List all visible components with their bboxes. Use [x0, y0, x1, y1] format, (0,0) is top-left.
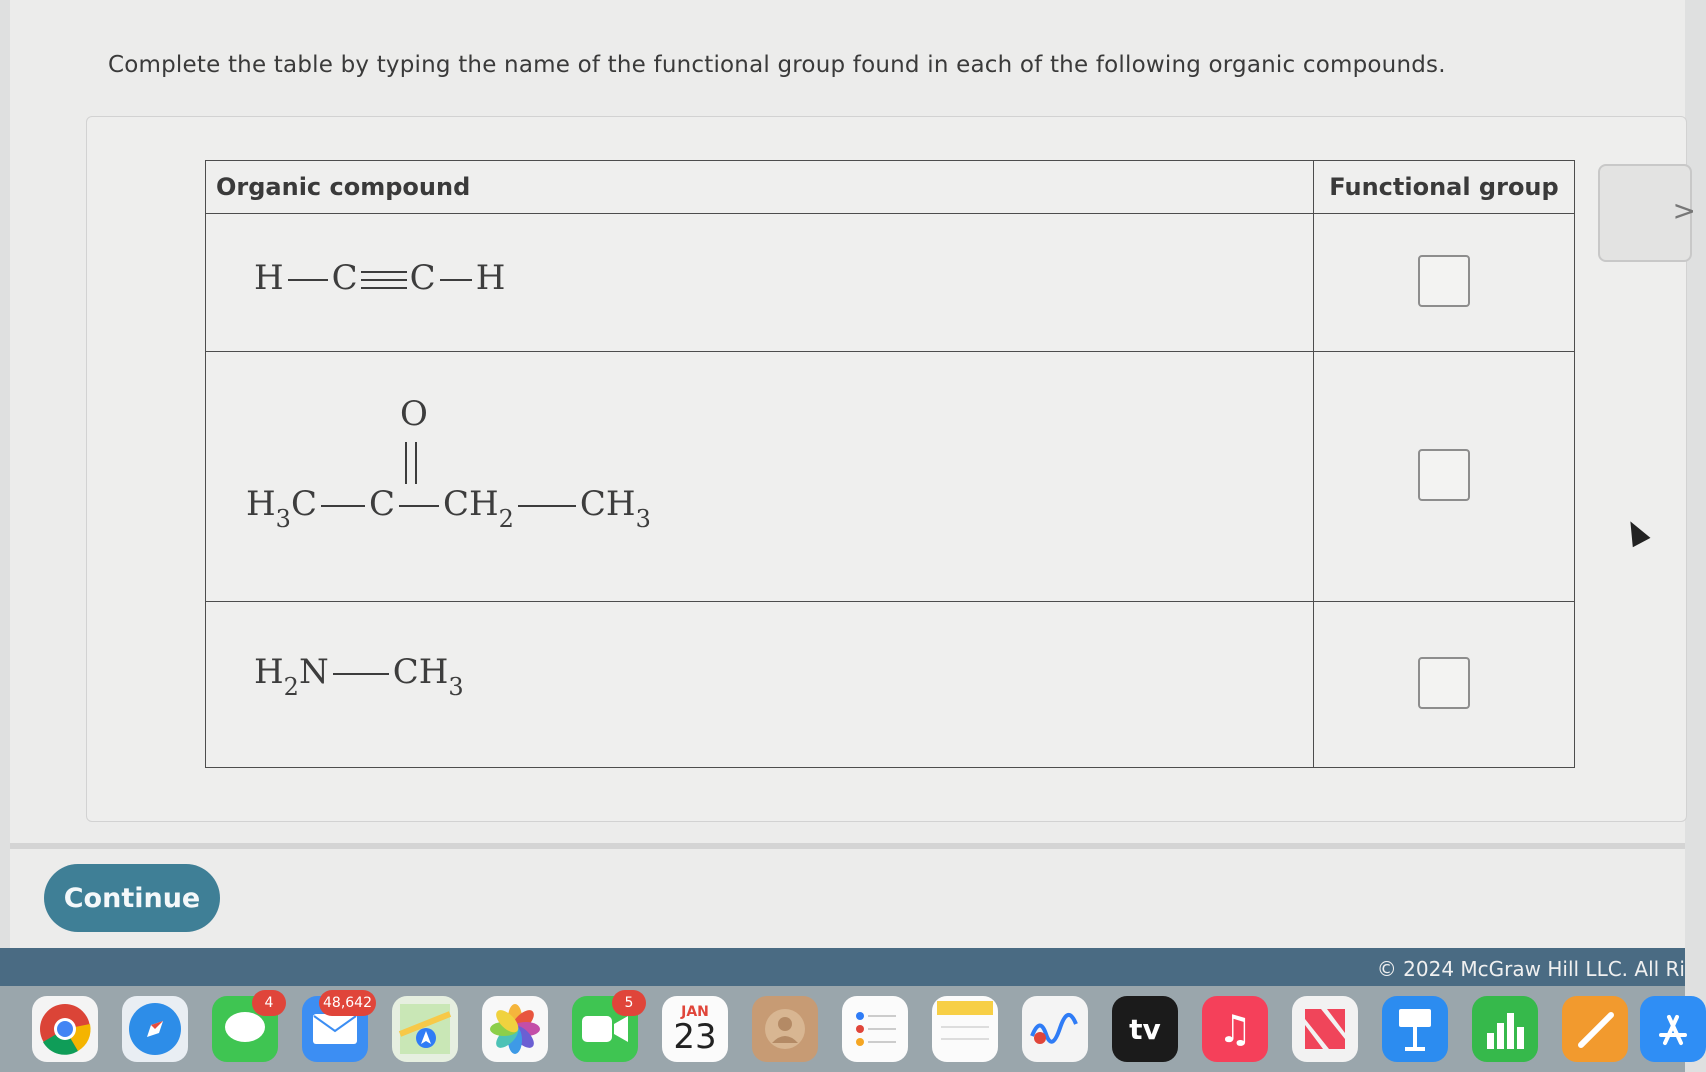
answer-cell [1314, 352, 1575, 602]
ketone-formula [246, 484, 651, 533]
mail-badge: 48,642 [319, 990, 376, 1016]
subscript: 2 [283, 673, 299, 701]
chrome-icon[interactable] [32, 996, 98, 1062]
subscript: 2 [498, 505, 514, 533]
safari-icon[interactable] [122, 996, 188, 1062]
facetime-badge: 5 [612, 990, 646, 1016]
news-icon[interactable] [1292, 996, 1358, 1062]
header-organic-compound: Organic compound [206, 161, 1314, 214]
atom-c: C [368, 484, 395, 524]
calendar-day: 23 [673, 1017, 717, 1057]
chevron-right-icon: > [1672, 194, 1696, 227]
tv-icon[interactable] [1112, 996, 1178, 1062]
group-ch: CH [579, 484, 636, 524]
answer-cell [1314, 602, 1575, 768]
subscript: 3 [635, 505, 651, 533]
table-header-row [206, 161, 1575, 214]
calendar-month: JAN [681, 1004, 709, 1020]
subscript: 3 [448, 673, 464, 701]
copyright-text: © 2024 McGraw Hill LLC. All Ri [1376, 957, 1685, 981]
notes-icon[interactable] [932, 996, 998, 1062]
messages-icon[interactable] [212, 996, 278, 1062]
question-prompt: Complete the table by typing the name of the functional group found in each of the following organic compounds. [108, 52, 1446, 78]
alkyne-formula [254, 258, 505, 298]
atom-h: H [254, 652, 284, 692]
music-icon[interactable]: ♫ [1202, 996, 1268, 1062]
footer-bar [0, 948, 1685, 986]
numbers-icon[interactable] [1472, 996, 1538, 1062]
atom-n: N [298, 652, 329, 692]
answer-input-1[interactable] [1418, 255, 1470, 307]
group-ch: CH [392, 652, 449, 692]
messages-badge: 4 [252, 990, 286, 1016]
single-bond [518, 505, 576, 507]
header-functional-group: Functional group [1314, 161, 1575, 214]
answer-input-3[interactable] [1418, 657, 1470, 709]
compound-cell-alkyne [206, 214, 1314, 352]
appstore-icon[interactable] [1640, 996, 1706, 1062]
single-bond [440, 279, 472, 281]
group-ch: CH [442, 484, 499, 524]
atom-c: C [331, 258, 358, 298]
single-bond [321, 505, 365, 507]
reminders-icon[interactable] [842, 996, 908, 1062]
divider [10, 843, 1685, 849]
single-bond [288, 279, 328, 281]
subscript: 3 [275, 505, 291, 533]
side-panel-tab[interactable] [1598, 164, 1696, 262]
amine-formula [254, 652, 464, 701]
continue-button[interactable]: Continue [44, 864, 220, 932]
carbonyl-oxygen: O [400, 394, 428, 434]
facetime-icon[interactable] [572, 996, 638, 1062]
atom-c: C [409, 258, 436, 298]
maps-icon[interactable] [392, 996, 458, 1062]
compound-cell-amine [206, 602, 1314, 768]
macos-dock [0, 986, 1685, 1072]
calendar-icon[interactable] [662, 996, 728, 1062]
table-row [206, 214, 1575, 352]
mail-icon[interactable] [302, 995, 372, 1062]
answer-cell [1314, 214, 1575, 352]
table-row [206, 352, 1575, 602]
pages-icon[interactable] [1562, 996, 1628, 1062]
double-bond [405, 442, 417, 484]
compound-table [205, 160, 1575, 768]
table-row [206, 602, 1575, 768]
photos-icon[interactable] [482, 996, 548, 1062]
keynote-icon[interactable] [1382, 996, 1448, 1062]
single-bond [333, 673, 389, 675]
triple-bond [361, 271, 407, 289]
atom-h: H [254, 258, 284, 298]
atom-c: C [290, 484, 317, 524]
freeform-icon[interactable] [1022, 996, 1088, 1062]
atom-h: H [246, 484, 276, 524]
atom-h: H [475, 258, 506, 298]
single-bond [399, 505, 439, 507]
answer-input-2[interactable] [1418, 449, 1470, 501]
contacts-icon[interactable] [752, 996, 818, 1062]
compound-cell-ketone [206, 352, 1314, 602]
tv-label: tv [1129, 1012, 1161, 1046]
